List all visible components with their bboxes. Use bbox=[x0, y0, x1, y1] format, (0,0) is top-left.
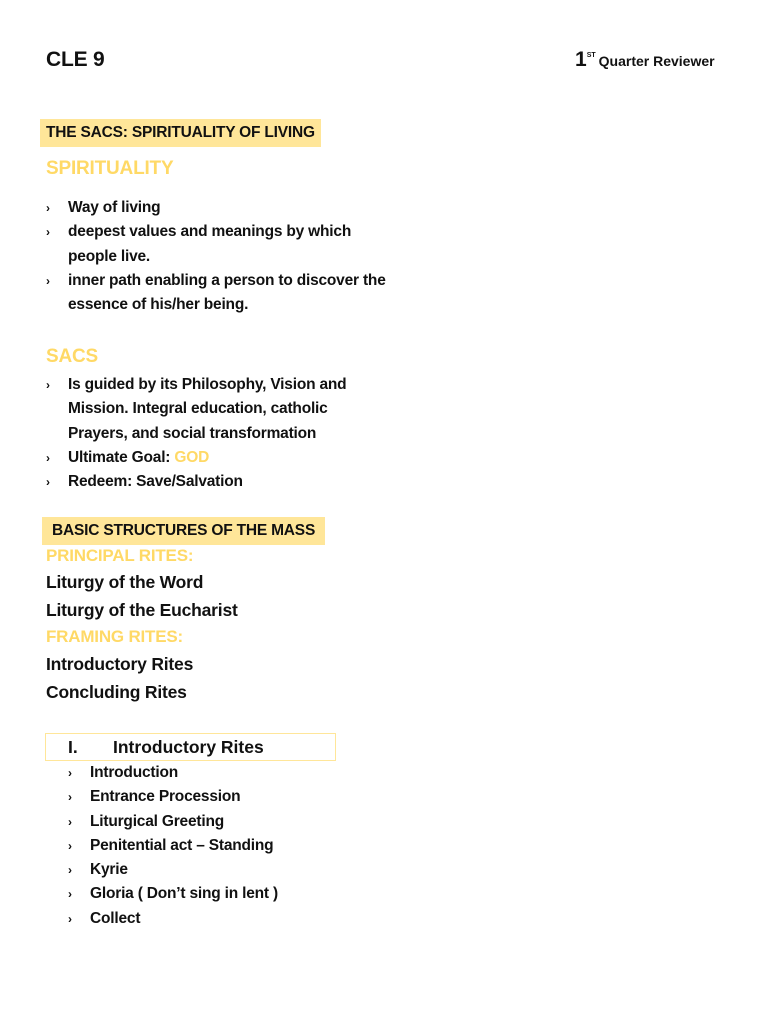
chevron-right-icon: › bbox=[68, 887, 72, 902]
chevron-right-icon: › bbox=[68, 814, 72, 829]
quarter-number: 1 bbox=[575, 48, 587, 71]
list-item: › Ultimate Goal: GOD bbox=[46, 446, 386, 470]
spirituality-list bbox=[46, 196, 396, 317]
document-title: CLE 9 bbox=[46, 48, 105, 71]
chevron-right-icon: › bbox=[68, 790, 72, 805]
list-item: › Redeem: Save/Salvation bbox=[46, 470, 386, 494]
list-item: › Liturgical Greeting bbox=[68, 810, 368, 834]
framing-rites-heading: FRAMING RITES: bbox=[46, 627, 183, 646]
list-item: › Entrance Procession bbox=[68, 785, 368, 809]
framing-rite: Introductory Rites bbox=[46, 654, 194, 674]
section-banner-sacs: THE SACS: SPIRITUALITY OF LIVING bbox=[40, 119, 321, 147]
subtitle-text: Quarter Reviewer bbox=[598, 53, 715, 69]
section-banner-mass: BASIC STRUCTURES OF THE MASS bbox=[42, 517, 325, 545]
principal-rite: Liturgy of the Eucharist bbox=[46, 600, 238, 620]
list-item: › Is guided by its Philosophy, Vision and Mission. Integral education, catholic Prayers, and social transformation bbox=[46, 373, 386, 446]
list-item: › Gloria ( Don’t sing in lent ) bbox=[68, 882, 368, 906]
chevron-right-icon: › bbox=[46, 378, 50, 392]
principal-rite: Liturgy of the Word bbox=[46, 572, 204, 592]
spirituality-heading: SPIRITUALITY bbox=[46, 158, 174, 179]
chevron-right-icon: › bbox=[46, 450, 50, 465]
chevron-right-icon: › bbox=[46, 201, 50, 215]
chevron-right-icon: › bbox=[68, 911, 72, 926]
list-item: › Collect bbox=[68, 907, 368, 931]
list-item: › Way of living bbox=[46, 196, 396, 220]
chevron-right-icon: › bbox=[68, 766, 72, 780]
introductory-rites-heading-box bbox=[45, 733, 336, 761]
list-item: › inner path enabling a person to discover the essence of his/her being. bbox=[46, 269, 396, 318]
quarter-suffix: ST bbox=[586, 52, 596, 59]
list-item: › Kyrie bbox=[68, 858, 368, 882]
list-item: › deepest values and meanings by which people live. bbox=[46, 220, 396, 269]
list-item: › Introduction bbox=[68, 761, 368, 785]
goal-value: GOD bbox=[174, 448, 210, 466]
sacs-list bbox=[46, 373, 386, 494]
framing-rite: Concluding Rites bbox=[46, 682, 187, 702]
principal-rites-heading: PRINCIPAL RITES: bbox=[46, 546, 194, 565]
list-item: › Penitential act – Standing bbox=[68, 834, 368, 858]
introductory-rites-list bbox=[68, 761, 368, 931]
section-number: I. bbox=[68, 737, 78, 757]
sacs-heading: SACS bbox=[46, 346, 98, 367]
section-title: Introductory Rites bbox=[113, 737, 264, 757]
chevron-right-icon: › bbox=[46, 225, 50, 240]
chevron-right-icon: › bbox=[68, 838, 72, 853]
chevron-right-icon: › bbox=[46, 273, 50, 288]
chevron-right-icon: › bbox=[68, 863, 72, 878]
chevron-right-icon: › bbox=[46, 475, 50, 490]
document-subtitle bbox=[575, 48, 715, 72]
